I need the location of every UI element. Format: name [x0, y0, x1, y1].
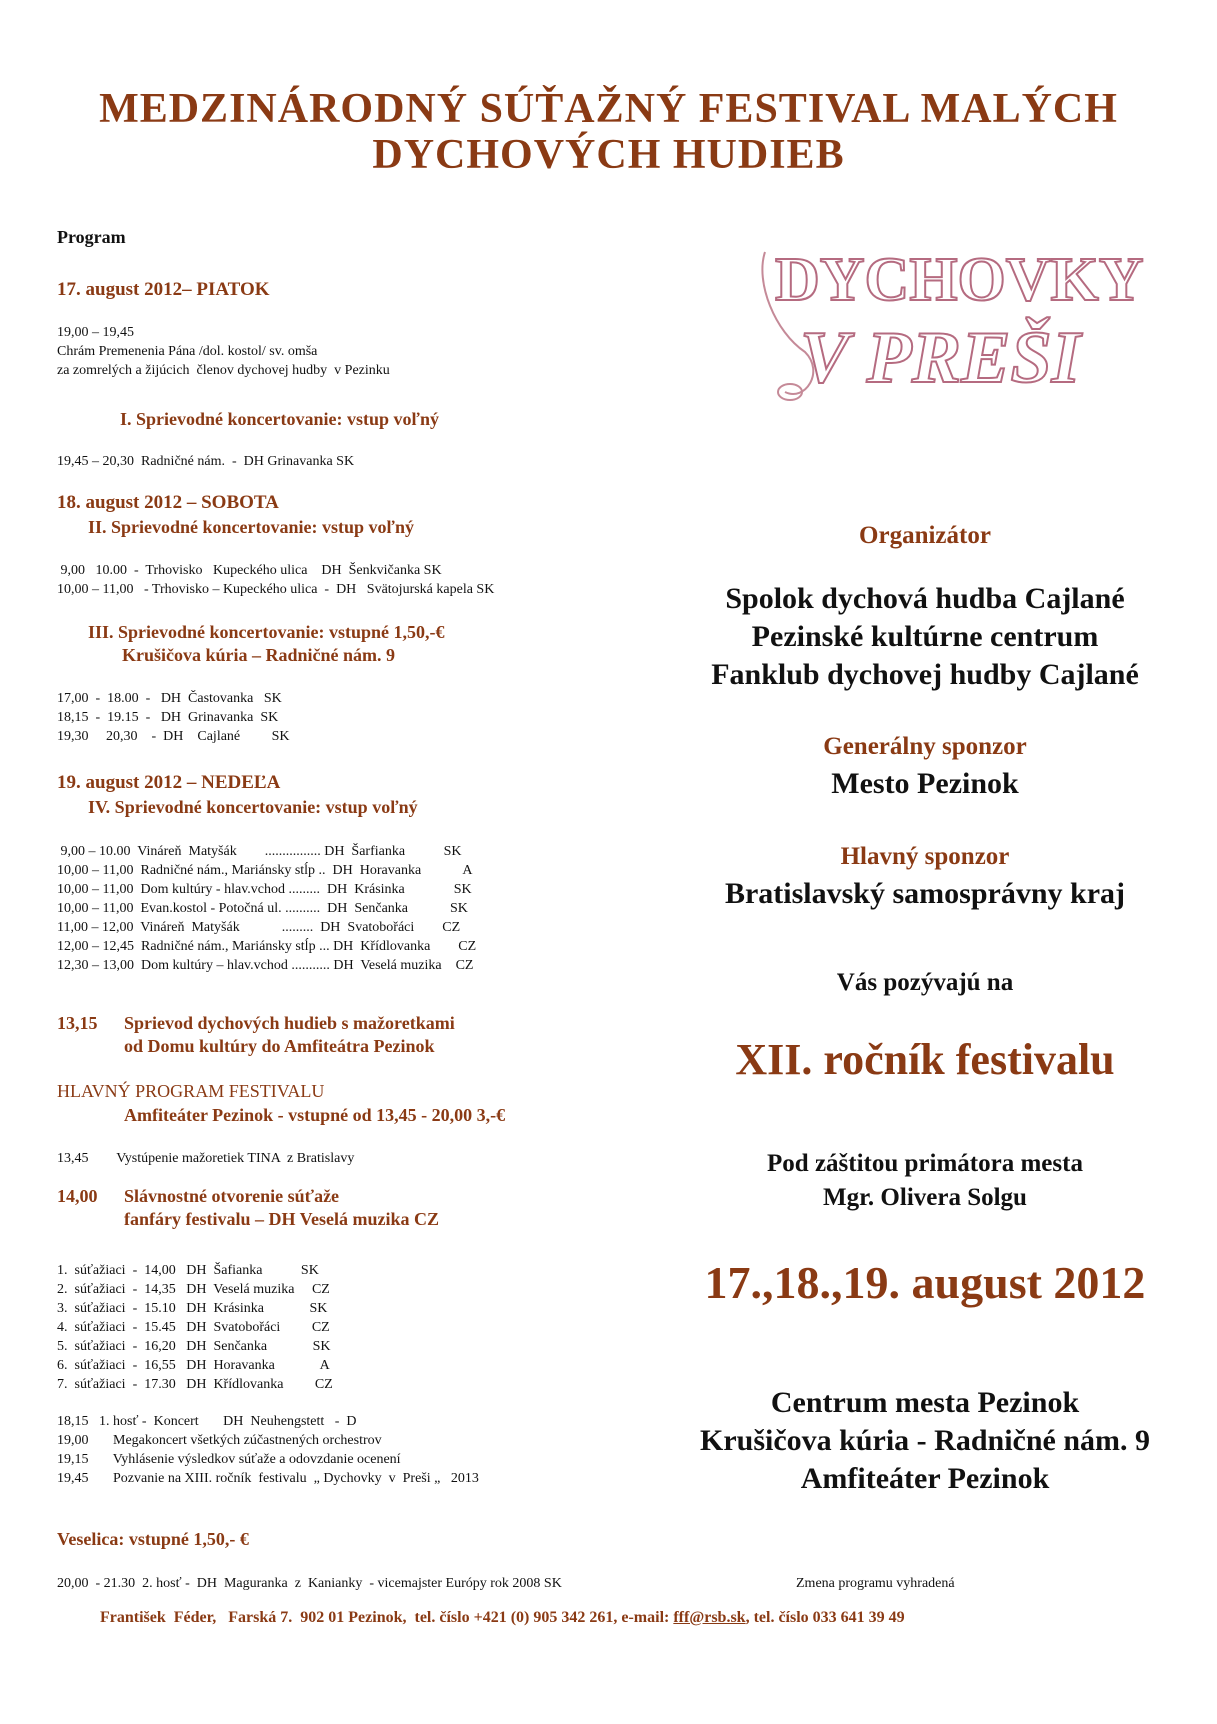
concert4-row: 10,00 – 11,00 Dom kultúry - hlav.vchod ......... DH Krásinka SK — [57, 882, 472, 897]
change-note: Zmena programu vyhradená — [796, 1576, 955, 1591]
competitor-row: 1. súťažiaci - 14,00 DH Šafianka SK — [57, 1263, 319, 1278]
day1-heading: 17. august 2012– PIATOK — [57, 279, 270, 300]
patronage-2: Mgr. Olivera Solgu — [823, 1184, 1027, 1211]
page-title-line2: DYCHOVÝCH HUDIEB — [372, 132, 845, 178]
mass-desc: za zomrelých a žijúcich členov dychovej hudby v Pezinku — [57, 363, 390, 378]
main-program-heading: HLAVNÝ PROGRAM FESTIVALU — [57, 1081, 325, 1101]
festival-dates: 17.,18.,19. august 2012 — [704, 1257, 1146, 1308]
footer-contact-text: František Féder, Farská 7. 902 01 Pezinok, tel. číslo +421 (0) 905 342 261, e-mail: — [100, 1609, 674, 1626]
main-program-venue: Amfiteáter Pezinok - vstupné od 13,45 - 20,00 3,-€ — [124, 1105, 506, 1125]
parade-text-2: od Domu kultúry do Amfiteátra Pezinok — [124, 1036, 435, 1056]
concert4-row: 9,00 – 10.00 Vináreň Matyšák ................ DH Šarfianka SK — [57, 844, 462, 859]
main-sponsor-heading: Hlavný sponzor — [840, 843, 1010, 870]
opening-text-1: Slávnostné otvorenie súťaže — [124, 1186, 340, 1206]
concert2-row: 9,00 10.00 - Trhovisko Kupeckého ulica DH Šenkvičanka SK — [57, 563, 442, 578]
main-sponsor: Bratislavský samosprávny kraj — [724, 877, 1126, 910]
venue-3: Amfiteáter Pezinok — [800, 1462, 1050, 1495]
competitor-row: 4. súťažiaci - 15.45 DH Svatobořáci CZ — [57, 1320, 330, 1335]
competitor-row: 3. súťažiaci - 15.10 DH Krásinka SK — [57, 1301, 328, 1316]
competitor-row: 6. súťažiaci - 16,55 DH Horavanka A — [57, 1358, 330, 1373]
concert3-row: 19,30 20,30 - DH Cajlané SK — [57, 729, 290, 744]
logo-text-1: DYCHOVKY — [775, 246, 1144, 314]
opening-text-2: fanfáry festivalu – DH Veselá muzika CZ — [124, 1209, 439, 1229]
day2-heading: 18. august 2012 – SOBOTA — [57, 492, 279, 513]
parade-time: 13,15 — [57, 1013, 98, 1033]
opening-time: 14,00 — [57, 1186, 98, 1206]
competitor-row: 7. súťažiaci - 17.30 DH Křídlovanka CZ — [57, 1377, 333, 1392]
evening-row: 19,15 Vyhlásenie výsledkov súťaže a odovzdanie ocenení — [57, 1452, 401, 1467]
concert3-heading-2: Krušičova kúria – Radničné nám. 9 — [122, 645, 396, 665]
page-title-line1: MEDZINÁRODNÝ SÚŤAŽNÝ FESTIVAL MALÝCH — [99, 86, 1118, 132]
venue-2: Krušičova kúria - Radničné nám. 9 — [699, 1424, 1151, 1457]
festival-logo — [745, 222, 1144, 422]
organizer-3: Fanklub dychovej hudby Cajlané — [711, 658, 1139, 691]
organizer-2: Pezinské kultúrne centrum — [751, 620, 1099, 653]
general-sponsor: Mesto Pezinok — [831, 767, 1019, 800]
footer-contact-end: , tel. číslo 033 641 39 49 — [745, 1609, 905, 1626]
party-row: 20,00 - 21.30 2. hosť - DH Maguranka z Kanianky - vicemajster Európy rok 2008 SK — [57, 1576, 562, 1591]
concert4-heading: IV. Sprievodné koncertovanie: vstup voľný — [88, 797, 418, 817]
concert2-row: 10,00 – 11,00 - Trhovisko – Kupeckého ulica - DH Svätojurská kapela SK — [57, 582, 495, 597]
organizer-1: Spolok dychová hudba Cajlané — [725, 582, 1125, 615]
evening-row: 19,45 Pozvanie na XIII. ročník festivalu „ Dychovky v Preši „ 2013 — [57, 1471, 479, 1486]
edition-text: XII. ročník festivalu — [735, 1035, 1115, 1084]
party-heading: Veselica: vstupné 1,50,- € — [57, 1529, 249, 1549]
program-label: Program — [57, 227, 126, 247]
concert4-row: 11,00 – 12,00 Vináreň Matyšák ......... DH Svatobořáci CZ — [57, 920, 461, 935]
parade-text-1: Sprievod dychových hudieb s mažoretkami — [124, 1013, 455, 1033]
mass-time: 19,00 – 19,45 — [57, 325, 134, 340]
day3-heading: 19. august 2012 – NEDEĽA — [57, 772, 281, 793]
concert4-row: 12,00 – 12,45 Radničné nám., Mariánsky stĺp ... DH Křídlovanka CZ — [57, 939, 477, 954]
general-sponsor-heading: Generálny sponzor — [823, 733, 1027, 760]
majorettes-row: 13,45 Vystúpenie mažoretiek TINA z Bratislavy — [57, 1151, 355, 1166]
concert3-row: 17,00 - 18.00 - DH Častovanka SK — [57, 691, 282, 706]
logo-graphic — [745, 222, 1144, 422]
mass-place: Chrám Premenenia Pána /dol. kostol/ sv. omša — [57, 344, 318, 359]
evening-row: 18,15 1. hosť - Koncert DH Neuhengstett - D — [57, 1414, 357, 1429]
concert3-heading-1: III. Sprievodné koncertovanie: vstupné 1,50,-€ — [88, 622, 445, 642]
evening-row: 19,00 Megakoncert všetkých zúčastnených orchestrov — [57, 1433, 382, 1448]
concert4-row: 12,30 – 13,00 Dom kultúry – hlav.vchod ........... DH Veselá muzika CZ — [57, 958, 474, 973]
patronage-1: Pod záštitou primátora mesta — [767, 1150, 1083, 1177]
organizer-heading: Organizátor — [859, 522, 991, 549]
concert4-row: 10,00 – 11,00 Evan.kostol - Potočná ul. .......... DH Senčanka SK — [57, 901, 468, 916]
competitor-row: 2. súťažiaci - 14,35 DH Veselá muzika CZ — [57, 1282, 330, 1297]
footer-email-link[interactable]: fff@rsb.sk — [673, 1609, 746, 1626]
concert4-row: 10,00 – 11,00 Radničné nám., Mariánsky stĺp .. DH Horavanka A — [57, 863, 473, 878]
concert3-row: 18,15 - 19.15 - DH Grinavanka SK — [57, 710, 279, 725]
footer-contact — [100, 1609, 905, 1627]
concert1-row: 19,45 – 20,30 Radničné nám. - DH Grinavanka SK — [57, 454, 355, 469]
venue-1: Centrum mesta Pezinok — [770, 1386, 1080, 1419]
competitor-row: 5. súťažiaci - 16,20 DH Senčanka SK — [57, 1339, 331, 1354]
concert1-heading: I. Sprievodné koncertovanie: vstup voľný — [120, 409, 439, 429]
concert2-heading: II. Sprievodné koncertovanie: vstup voľný — [88, 517, 414, 537]
logo-text-2: V PREŠI — [800, 317, 1081, 399]
invite-text: Vás pozývajú na — [836, 969, 1014, 996]
